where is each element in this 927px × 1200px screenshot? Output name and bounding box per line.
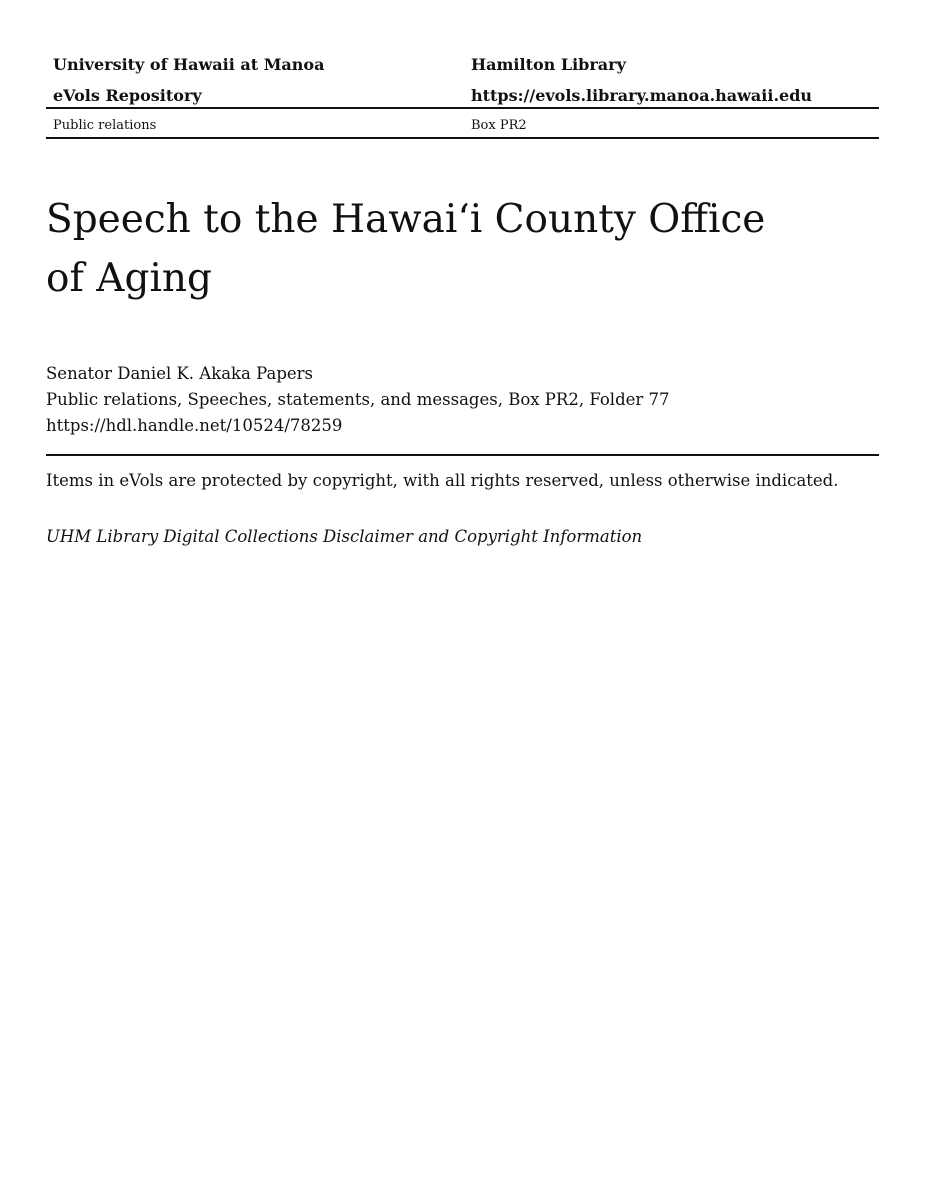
handle-link[interactable]: https://hdl.handle.net/10524/78259 [46,416,343,435]
repository-url-link[interactable]: https://evols.library.manoa.hawaii.edu [471,86,813,105]
copyright-notice: Items in eVols are protected by copyright, with all rights reserved, unless otherwise indicated. [46,471,839,490]
collection-name: Senator Daniel K. Akaka Papers [46,364,314,383]
institution-name: University of Hawaii at Manoa [53,55,325,74]
repository-name: eVols Repository [53,86,202,105]
document-title: Speech to the Hawaiʻi County Office of Aging [46,197,766,301]
document-metadata [46,361,670,439]
header-divider-bottom [46,137,879,139]
folder-location: Public relations, Speeches, statements, and messages, Box PR2, Folder 77 [46,390,670,409]
header-divider-top [46,107,879,109]
library-name: Hamilton Library [471,55,626,74]
metadata-divider [46,454,879,456]
series-name: Public relations [53,118,157,133]
disclaimer-link[interactable]: UHM Library Digital Collections Disclaimer and Copyright Information [46,527,643,546]
box-label: Box PR2 [471,118,527,133]
